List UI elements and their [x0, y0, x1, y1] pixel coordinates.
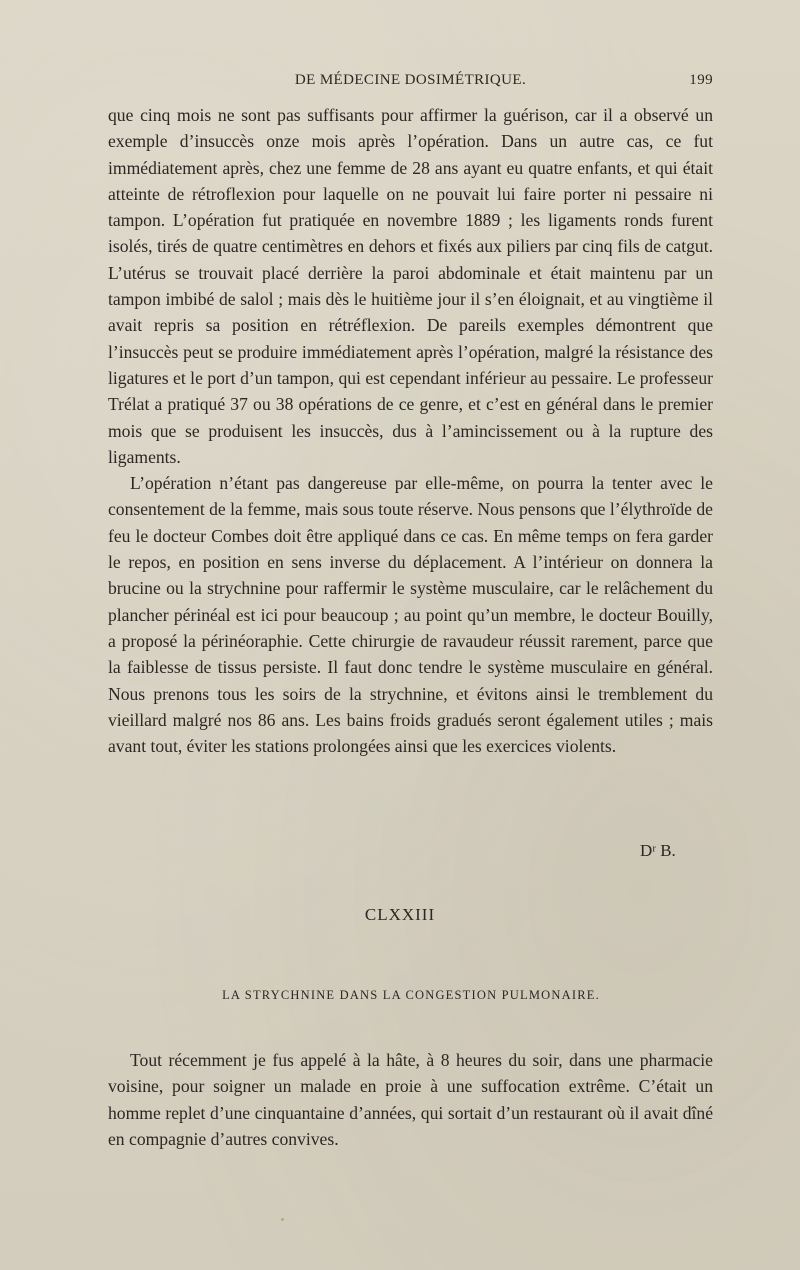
author-signature: Dʳ B.: [640, 841, 676, 860]
paper-speck: [281, 1218, 284, 1221]
section-number: CLXXIII: [364, 905, 436, 924]
running-head: [108, 72, 713, 96]
paragraph: Tout récemment je fus appelé à la hâte, à 8 heures du soir, dans une pharmacie voisine, pour soigner un malade en proie à une suffocation extrême. C’était un homme replet d’une cinquantaine d’années, qui sortait d’un restaurant où il avait dîné en compagnie d’autres convives.: [108, 1050, 713, 1149]
paragraph: que cinq mois ne sont pas suffisants pour affirmer la guérison, car il a observé un exemple d’insuccès onze mois après l’opération. Dans un autre cas, ce fut immédiatement après, chez une femme de 28 ans ayant eu quatre enfants, et qui était atteinte de rétroflexion pour laquelle on ne pouvait lui faire porter ni pessaire ni tampon. L’opération fut pratiquée en novembre 1889 ; les ligaments ronds furent isolés, tirés de quatre centimètres en dehors et fixés aux piliers par cinq fils de catgut. L’utérus se trouvait placé derrière la paroi abdominale et était maintenu par un tampon imbibé de salol ; mais dès le huitième jour il s’en éloignait, et au vingtième il avait repris sa position en rétréflexion. De pareils exemples démontrent que l’insuccès peut se produire immédiatement après l’opération, malgré la résistance des ligatures et le port d’un tampon, qui est cependant inférieur au pessaire. Le professeur Trélat a pratiqué 37 ou 38 opérations de ce genre, et c’est en général dans le premier mois que se produisent les insuccès, dus à l’amincissement ou à la rupture des ligaments.: [108, 105, 713, 467]
article-continuation: [108, 102, 713, 759]
paragraph: L’opération n’étant pas dangereuse par elle-même, on pourra la tenter avec le consentement de la femme, mais sous toute réserve. Nous pensons que l’élythroïde de feu le docteur Combes doit être appliqué dans ce cas. En même temps on fera garder le repos, en position en sens inverse du déplacement. A l’intérieur on donnera la brucine ou la strychnine pour raffermir le système musculaire, car le relâchement du plancher périnéal est ici pour beaucoup ; au point qu’un membre, le docteur Bouilly, a proposé la périnéoraphie. Cette chirurgie de ravaudeur réussit rarement, parce que la faiblesse de tissus persiste. Il faut donc tendre le système musculaire en général. Nous prenons tous les soirs de la strychnine, et évitons ainsi le tremblement du vieillard malgré nos 86 ans. Les bains froids gradués seront également utiles ; mais avant tout, éviter les stations prolongées ainsi que les exercices violents.: [108, 473, 713, 757]
section-body: [108, 1047, 713, 1152]
page-number: 199: [689, 72, 713, 88]
section-title: LA STRYCHNINE DANS LA CONGESTION PULMONAIRE.: [222, 988, 600, 1002]
running-title: DE MÉDECINE DOSIMÉTRIQUE.: [294, 72, 527, 88]
